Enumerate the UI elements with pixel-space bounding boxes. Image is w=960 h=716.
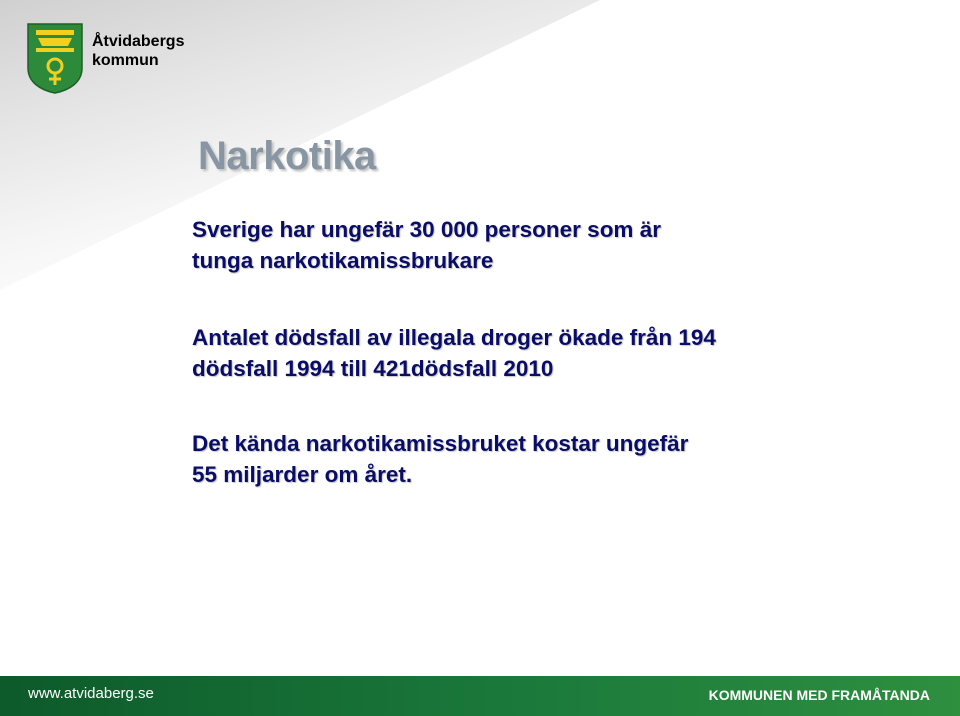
paragraph-1 xyxy=(192,214,852,276)
footer-slogan: KOMMUNEN MED FRAMÅTANDA xyxy=(708,687,930,703)
org-name-line2: kommun xyxy=(92,52,159,69)
paragraph-2 xyxy=(192,322,852,384)
paragraph-2-line2: dödsfall 1994 till 421dödsfall 2010 xyxy=(192,356,554,381)
paragraph-1-line2: tunga narkotikamissbrukare xyxy=(192,248,494,273)
coat-of-arms-icon xyxy=(26,22,84,94)
paragraph-3-line2: 55 miljarder om året. xyxy=(192,462,413,487)
paragraph-1-line1: Sverige har ungefär 30 000 personer som är xyxy=(192,217,661,242)
paragraph-3-line1: Det kända narkotikamissbruket kostar ungefär xyxy=(192,431,689,456)
org-name-line1: Åtvidabergs xyxy=(92,33,185,50)
slide-title: Narkotika xyxy=(198,134,376,178)
footer-website: www.atvidaberg.se xyxy=(28,685,154,702)
org-name xyxy=(92,32,184,70)
paragraph-3 xyxy=(192,428,852,490)
paragraph-2-line1: Antalet dödsfall av illegala droger ökade från 194 xyxy=(192,325,716,350)
